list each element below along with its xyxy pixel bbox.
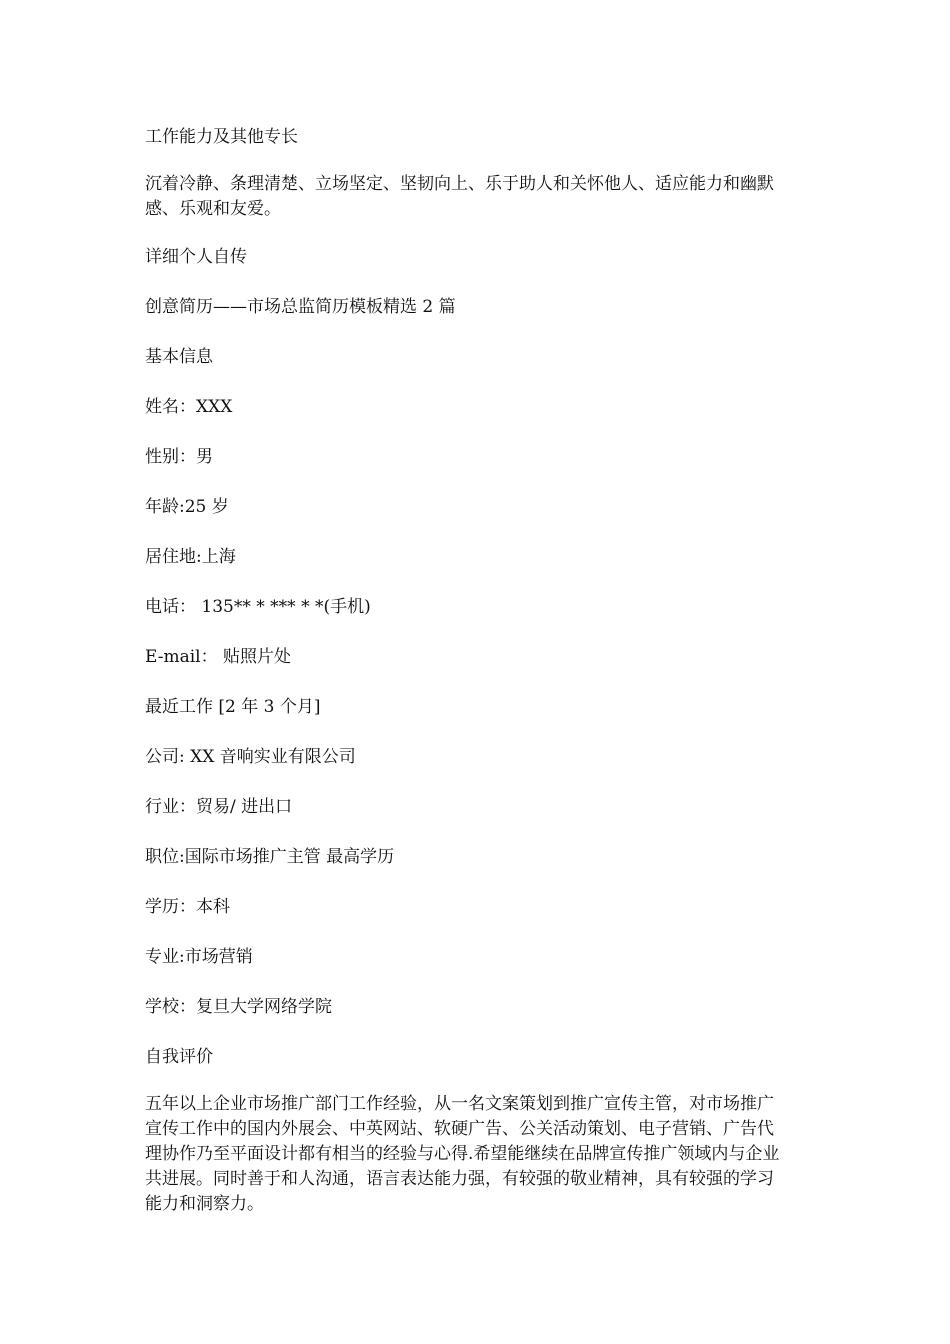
autobiography-heading: 详细个人自传	[145, 247, 247, 267]
age-field: 年龄:25 岁	[145, 497, 229, 517]
skills-heading: 工作能力及其他专长	[145, 127, 298, 147]
self-eval-paragraph	[145, 1092, 810, 1217]
gender-field: 性别：男	[145, 447, 213, 467]
basic-info-heading: 基本信息	[145, 347, 213, 367]
self-eval-line: 五年以上企业市场推广部门工作经验，从一名文案策划到推广宣传主管，对市场推广	[145, 1094, 774, 1114]
position-field: 职位:国际市场推广主管 最高学历	[145, 847, 395, 867]
name-field: 姓名：XXX	[145, 397, 233, 417]
major-field: 专业:市场营销	[145, 947, 253, 967]
self-eval-line: 共进展。同时善于和人沟通，语言表达能力强，有较强的敬业精神，具有较强的学习	[145, 1169, 774, 1189]
recent-work-field: 最近工作 [2 年 3 个月]	[145, 697, 321, 717]
email-field: E-mail： 贴照片处	[145, 647, 292, 667]
self-eval-line: 宣传工作中的国内外展会、中英网站、软硬广告、公关活动策划、电子营销、广告代	[145, 1119, 774, 1139]
school-field: 学校：复旦大学网络学院	[145, 997, 332, 1017]
self-eval-line: 能力和洞察力。	[145, 1194, 264, 1214]
document-body	[145, 122, 810, 1217]
self-eval-heading: 自我评价	[145, 1047, 213, 1067]
company-field: 公司: XX 音响实业有限公司	[145, 747, 356, 767]
residence-field: 居住地:上海	[145, 547, 236, 567]
self-eval-line: 理协作乃至平面设计都有相当的经验与心得.希望能继续在品牌宣传推广领域内与企业	[145, 1144, 780, 1164]
education-field: 学历：本科	[145, 897, 230, 917]
industry-field: 行业：贸易/ 进出口	[145, 797, 293, 817]
resume-title: 创意简历——市场总监简历模板精选 2 篇	[145, 297, 456, 317]
skills-text-line: 沉着冷静、条理清楚、立场坚定、坚韧向上、乐于助人和关怀他人、适应能力和幽默	[145, 174, 774, 194]
skills-paragraph	[145, 172, 810, 222]
phone-field: 电话： 135** * *** * *(手机)	[145, 597, 371, 617]
skills-text-line: 感、乐观和友爱。	[145, 199, 281, 219]
